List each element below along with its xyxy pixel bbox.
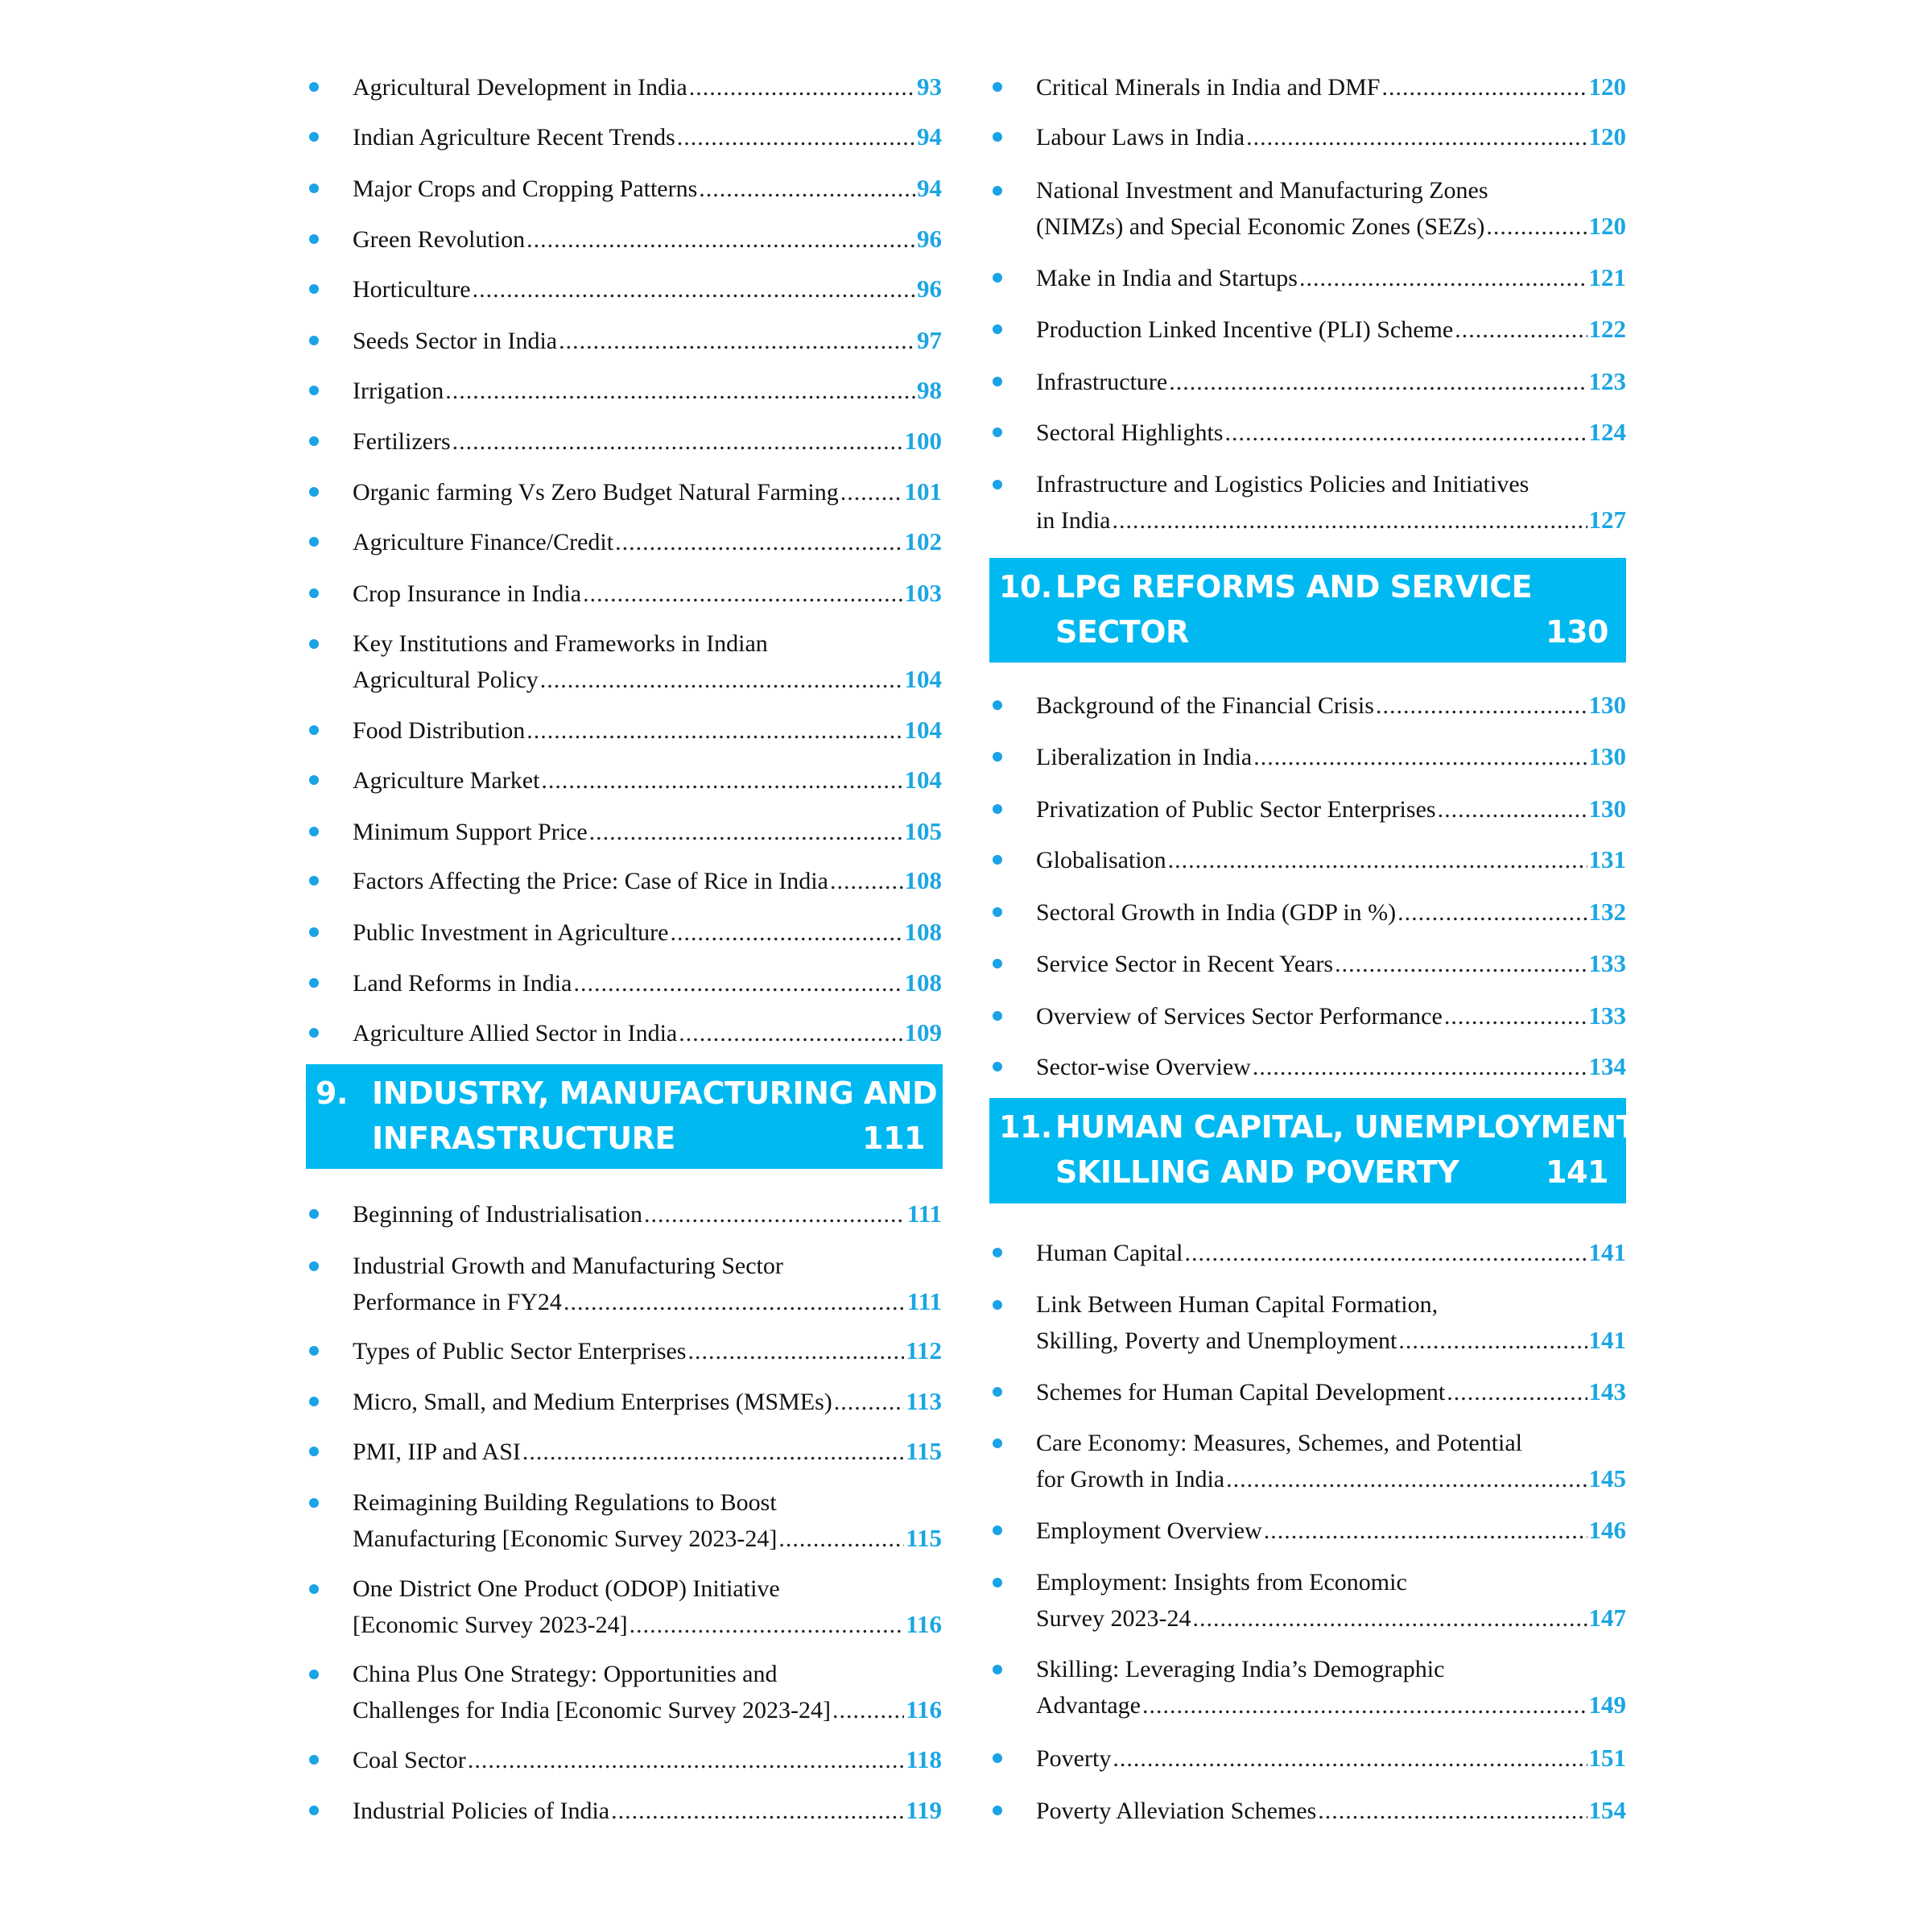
entry-page-number[interactable]: 104 — [904, 766, 942, 794]
dot-leader — [699, 171, 915, 207]
entry-page-number[interactable]: 108 — [904, 866, 942, 894]
toc-entry[interactable] — [989, 687, 1626, 723]
bullet-icon — [309, 1670, 319, 1679]
chapter-11-header[interactable] — [989, 1098, 1644, 1203]
entry-title: Privatization of Public Sector Enterprises — [1036, 796, 1436, 823]
entry-title-line2: for Growth in India — [1036, 1466, 1225, 1492]
bullet-icon — [993, 377, 1002, 386]
chapter-page-number: 130 — [1546, 614, 1608, 650]
toc-entry[interactable] — [989, 791, 1626, 827]
bullet-icon — [993, 752, 1002, 762]
toc-entry[interactable] — [306, 423, 942, 459]
entry-page-number[interactable]: 127 — [1588, 506, 1626, 534]
toc-entry[interactable] — [306, 524, 942, 559]
dot-leader — [1299, 261, 1587, 296]
bullet-icon — [309, 284, 319, 294]
entry-page-number[interactable]: 118 — [906, 1745, 942, 1773]
entry-page-number[interactable]: 145 — [1588, 1464, 1626, 1492]
entry-page-number[interactable]: 154 — [1588, 1796, 1626, 1824]
chapter-10-header[interactable] — [989, 558, 1626, 663]
bullet-icon — [993, 324, 1002, 334]
entry-page-number[interactable]: 103 — [904, 579, 942, 607]
dot-leader — [564, 1285, 906, 1320]
entry-page-number[interactable]: 96 — [917, 225, 942, 253]
entry-title: Green Revolution — [353, 226, 526, 253]
toc-entry[interactable] — [989, 467, 1626, 538]
entry-page-number[interactable]: 111 — [906, 1199, 942, 1228]
dot-leader — [1246, 120, 1587, 155]
entry-title: Major Crops and Cropping Patterns — [353, 175, 698, 202]
toc-entry[interactable] — [306, 762, 942, 798]
entry-page-number[interactable]: 111 — [906, 1287, 942, 1315]
dot-leader — [526, 713, 902, 749]
toc-entry[interactable] — [306, 271, 942, 307]
bullet-icon — [993, 1011, 1002, 1021]
toc-entry[interactable] — [306, 221, 942, 257]
entry-title: Make in India and Startups — [1036, 265, 1298, 291]
dot-leader — [778, 1521, 904, 1557]
entry-page-number[interactable]: 132 — [1588, 898, 1626, 926]
toc-entry[interactable] — [306, 474, 942, 510]
entry-page-number[interactable]: 104 — [904, 716, 942, 744]
entry-page-number[interactable]: 134 — [1588, 1052, 1626, 1080]
toc-entry[interactable] — [306, 373, 942, 408]
entry-page-number[interactable]: 100 — [904, 427, 942, 455]
bullet-icon — [993, 480, 1002, 489]
toc-entry[interactable] — [989, 312, 1626, 347]
entry-title: Infrastructure — [1036, 369, 1168, 395]
dot-leader — [589, 815, 903, 850]
entry-page-number[interactable]: 98 — [917, 376, 942, 404]
bullet-icon — [993, 1578, 1002, 1587]
toc-entry[interactable] — [989, 260, 1626, 295]
entry-title: Minimum Support Price — [353, 819, 588, 845]
entry-title: Overview of Services Sector Performance — [1036, 1003, 1443, 1030]
entry-title: Irrigation — [353, 378, 444, 404]
dot-leader — [445, 374, 915, 409]
entry-title: Schemes for Human Capital Development — [1036, 1379, 1446, 1406]
dot-leader — [1318, 1794, 1587, 1829]
bullet-icon — [309, 827, 319, 836]
entry-title: Employment Overview — [1036, 1517, 1262, 1544]
bullet-icon — [993, 1665, 1002, 1674]
entry-title: Factors Affecting the Price: Case of Rice in India — [353, 868, 828, 894]
entry-title: Food Distribution — [353, 717, 526, 744]
bullet-icon — [309, 639, 319, 649]
entry-title: Production Linked Incentive (PLI) Scheme — [1036, 316, 1454, 343]
dot-leader — [573, 966, 902, 1001]
bullet-icon — [309, 1584, 319, 1594]
bullet-icon — [309, 336, 319, 345]
dot-leader — [1253, 740, 1587, 775]
toc-entry[interactable] — [989, 69, 1626, 105]
entry-title: Service Sector in Recent Years — [1036, 951, 1334, 977]
entry-page-number[interactable]: 149 — [1588, 1690, 1626, 1719]
bullet-icon — [309, 82, 319, 92]
dot-leader — [522, 1435, 904, 1470]
entry-page-number[interactable]: 97 — [917, 326, 942, 354]
dot-leader — [526, 222, 915, 258]
bullet-icon — [993, 1300, 1002, 1310]
entry-title: Globalisation — [1036, 847, 1166, 873]
dot-leader — [840, 475, 903, 510]
entry-page-number[interactable]: 102 — [904, 527, 942, 555]
bullet-icon — [309, 234, 319, 244]
entry-page-number[interactable]: 122 — [1588, 315, 1626, 343]
entry-page-number[interactable]: 131 — [1588, 845, 1626, 873]
dot-leader — [615, 525, 902, 560]
entry-title-line1: National Investment and Manufacturing Zones — [1036, 177, 1488, 204]
toc-entry[interactable] — [989, 842, 1626, 877]
dot-leader — [670, 915, 902, 951]
toc-entry[interactable] — [989, 1565, 1626, 1636]
toc-entry[interactable] — [989, 119, 1626, 155]
entry-title: Types of Public Sector Enterprises — [353, 1338, 687, 1364]
chapter-title-line2: SKILLING AND POVERTY — [1055, 1154, 1459, 1190]
entry-page-number[interactable]: 130 — [1588, 795, 1626, 823]
entry-title: Indian Agriculture Recent Trends — [353, 124, 675, 151]
toc-entry[interactable] — [306, 69, 942, 105]
entry-page-number[interactable]: 109 — [904, 1018, 942, 1046]
entry-page-number[interactable]: 130 — [1588, 742, 1626, 770]
entry-title-line1: Infrastructure and Logistics Policies and Initiatives — [1036, 471, 1530, 497]
bullet-icon — [993, 700, 1002, 710]
entry-page-number[interactable]: 120 — [1588, 212, 1626, 240]
entry-title: Agricultural Development in India — [353, 74, 687, 101]
entry-title: Agriculture Market — [353, 767, 540, 794]
dot-leader — [689, 70, 915, 105]
dot-leader — [1398, 1323, 1587, 1359]
entry-page-number[interactable]: 133 — [1588, 1001, 1626, 1030]
toc-entry[interactable] — [306, 323, 942, 358]
entry-title-line2: Manufacturing [Economic Survey 2023-24] — [353, 1525, 778, 1552]
toc-entry[interactable] — [989, 1513, 1626, 1548]
entry-page-number[interactable]: 143 — [1588, 1377, 1626, 1406]
entry-page-number[interactable]: 120 — [1588, 122, 1626, 151]
toc-entry[interactable] — [306, 1793, 942, 1828]
toc-entry[interactable] — [989, 894, 1626, 930]
entry-title: Beginning of Industrialisation — [353, 1201, 642, 1228]
entry-page-number[interactable]: 108 — [904, 968, 942, 997]
dot-leader — [1142, 1688, 1587, 1724]
bullet-icon — [309, 1261, 319, 1271]
bullet-icon — [993, 1387, 1002, 1397]
bullet-icon — [309, 1209, 319, 1219]
chapter-page-number: 141 — [1546, 1154, 1608, 1190]
chapter-number: 10. — [999, 569, 1052, 605]
entry-title-line1: Link Between Human Capital Formation, — [1036, 1291, 1439, 1318]
entry-title: Human Capital — [1036, 1240, 1183, 1266]
dot-leader — [1113, 1741, 1587, 1777]
entry-title-line2: Survey 2023-24 — [1036, 1605, 1191, 1632]
dot-leader — [1226, 1462, 1587, 1497]
entry-title-line2: Agricultural Policy — [353, 667, 539, 693]
bullet-icon — [993, 427, 1002, 437]
bullet-icon — [993, 1439, 1002, 1448]
entry-title: Background of the Financial Crisis — [1036, 692, 1374, 719]
entry-title-line2: Challenges for India [Economic Survey 2023-24] — [353, 1697, 832, 1724]
entry-title: PMI, IIP and ASI — [353, 1439, 521, 1465]
entry-page-number[interactable]: 108 — [904, 918, 942, 946]
entry-title: Industrial Policies of India — [353, 1798, 610, 1824]
dot-leader — [611, 1794, 904, 1829]
entry-page-number[interactable]: 94 — [917, 122, 942, 151]
entry-title: Public Investment in Agriculture — [353, 919, 669, 946]
toc-entry[interactable] — [306, 712, 942, 748]
toc-entry[interactable] — [306, 1015, 942, 1051]
entry-page-number[interactable]: 113 — [906, 1387, 942, 1415]
toc-entry[interactable] — [306, 1571, 942, 1642]
dot-leader — [1486, 209, 1587, 245]
chapter-number: 9. — [316, 1075, 348, 1111]
toc-entry[interactable] — [306, 1333, 942, 1368]
dot-leader — [679, 1016, 902, 1051]
entry-title: Sectoral Growth in India (GDP in %) — [1036, 899, 1397, 926]
entry-page-number[interactable]: 133 — [1588, 949, 1626, 977]
bullet-icon — [309, 927, 319, 937]
toc-entry[interactable] — [989, 1740, 1626, 1776]
entry-title-line1: Reimagining Building Regulations to Boost — [353, 1489, 777, 1516]
toc-entry[interactable] — [306, 965, 942, 1001]
entry-title-line2: [Economic Survey 2023-24] — [353, 1612, 628, 1638]
entry-page-number[interactable]: 120 — [1588, 72, 1626, 101]
bullet-icon — [309, 184, 319, 193]
entry-page-number[interactable]: 151 — [1588, 1744, 1626, 1772]
entry-title-line2: Performance in FY24 — [353, 1289, 562, 1315]
entry-title-line2: (NIMZs) and Special Economic Zones (SEZs) — [1036, 213, 1485, 240]
entry-title: Micro, Small, and Medium Enterprises (MSMEs) — [353, 1389, 832, 1415]
bullet-icon — [993, 1525, 1002, 1535]
bullet-icon — [309, 1498, 319, 1508]
dot-leader — [832, 1693, 904, 1728]
bullet-icon — [309, 132, 319, 142]
entry-page-number[interactable]: 116 — [906, 1610, 942, 1638]
dot-leader — [1397, 895, 1587, 931]
dot-leader — [540, 663, 903, 698]
entry-title: Poverty — [1036, 1745, 1112, 1772]
entry-page-number[interactable]: 116 — [906, 1695, 942, 1724]
chapter-number: 11. — [999, 1109, 1052, 1145]
bullet-icon — [309, 978, 319, 988]
toc-entry[interactable] — [306, 171, 942, 206]
toc-entry[interactable] — [306, 119, 942, 155]
dot-leader — [468, 1743, 904, 1778]
entry-title: Agriculture Finance/Credit — [353, 529, 614, 555]
bullet-icon — [309, 1397, 319, 1406]
entry-page-number[interactable]: 124 — [1588, 418, 1626, 446]
dot-leader — [1168, 843, 1587, 878]
dot-leader — [1253, 1050, 1587, 1085]
bullet-icon — [993, 1062, 1002, 1071]
dot-leader — [830, 864, 903, 899]
bullet-icon — [993, 855, 1002, 865]
dot-leader — [1192, 1601, 1587, 1637]
entry-title-line1: China Plus One Strategy: Opportunities and — [353, 1661, 778, 1687]
entry-title: Sector-wise Overview — [1036, 1054, 1251, 1080]
dot-leader — [1376, 688, 1587, 724]
entry-title-line1: Key Institutions and Frameworks in Indian — [353, 630, 768, 657]
dot-leader — [1438, 792, 1587, 828]
entry-title-line1: Employment: Insights from Economic — [1036, 1569, 1407, 1596]
entry-page-number[interactable]: 119 — [906, 1796, 942, 1824]
bullet-icon — [309, 386, 319, 395]
entry-page-number[interactable]: 105 — [904, 817, 942, 845]
toc-entry[interactable] — [989, 1793, 1626, 1828]
bullet-icon — [309, 876, 319, 886]
entry-title: Liberalization in India — [1036, 744, 1253, 770]
bullet-icon — [993, 1248, 1002, 1257]
entry-page-number[interactable]: 130 — [1588, 691, 1626, 719]
toc-entry[interactable] — [306, 1485, 942, 1556]
chapter-title-line1: HUMAN CAPITAL, UNEMPLOYMENT, — [1055, 1109, 1644, 1145]
bullet-icon — [993, 82, 1002, 92]
toc-entry[interactable] — [989, 1287, 1626, 1358]
toc-entry[interactable] — [989, 364, 1626, 399]
toc-entry[interactable] — [989, 998, 1626, 1034]
toc-entry[interactable] — [989, 1652, 1626, 1723]
entry-title: Sectoral Highlights — [1036, 419, 1224, 446]
entry-page-number[interactable]: 112 — [906, 1336, 942, 1364]
entry-title: Crop Insurance in India — [353, 580, 582, 607]
entry-page-number[interactable]: 94 — [917, 174, 942, 202]
bullet-icon — [993, 273, 1002, 283]
entry-page-number[interactable]: 115 — [906, 1524, 942, 1552]
toc-entry[interactable] — [989, 173, 1626, 244]
dot-leader — [583, 576, 902, 612]
entry-title-line2: Advantage — [1036, 1692, 1141, 1719]
bullet-icon — [993, 132, 1002, 142]
entry-title: Land Reforms in India — [353, 970, 572, 997]
entry-page-number[interactable]: 141 — [1588, 1326, 1626, 1354]
bullet-icon — [309, 1447, 319, 1456]
dot-leader — [541, 763, 902, 799]
bullet-icon — [993, 1753, 1002, 1763]
chapter-title-line2: SECTOR — [1055, 614, 1189, 650]
entry-title-line1: Industrial Growth and Manufacturing Sector — [353, 1253, 783, 1279]
toc-entry[interactable] — [989, 739, 1626, 774]
toc-entry[interactable] — [989, 946, 1626, 981]
toc-entry[interactable] — [306, 1657, 942, 1728]
toc-entry[interactable] — [306, 1434, 942, 1469]
entry-title: Coal Sector — [353, 1747, 466, 1773]
entry-title: Critical Minerals in India and DMF — [1036, 74, 1381, 101]
dot-leader — [1264, 1513, 1587, 1549]
dot-leader — [677, 120, 915, 155]
bullet-icon — [309, 1806, 319, 1815]
toc-entry[interactable] — [306, 814, 942, 849]
bullet-icon — [309, 487, 319, 497]
bullet-icon — [993, 804, 1002, 814]
bullet-icon — [993, 959, 1002, 968]
toc-entry[interactable] — [306, 626, 942, 697]
entry-title-line1: Care Economy: Measures, Schemes, and Potential — [1036, 1430, 1523, 1456]
entry-page-number[interactable]: 147 — [1588, 1604, 1626, 1632]
chapter-9-header[interactable] — [306, 1064, 943, 1169]
entry-title-line1: One District One Product (ODOP) Initiative — [353, 1575, 780, 1602]
entry-page-number[interactable]: 101 — [904, 477, 942, 506]
entry-page-number[interactable]: 93 — [917, 72, 942, 101]
dot-leader — [1455, 312, 1587, 348]
entry-title: Fertilizers — [353, 428, 451, 455]
dot-leader — [644, 1197, 906, 1232]
entry-page-number[interactable]: 96 — [917, 275, 942, 303]
bullet-icon — [993, 1806, 1002, 1815]
dot-leader — [1447, 1375, 1587, 1410]
entry-page-number[interactable]: 123 — [1588, 367, 1626, 395]
bullet-icon — [993, 907, 1002, 917]
dot-leader — [687, 1334, 904, 1369]
dot-leader — [452, 424, 903, 460]
entry-page-number[interactable]: 115 — [906, 1437, 942, 1465]
bullet-icon — [309, 436, 319, 446]
toc-entry[interactable] — [306, 1196, 942, 1232]
bullet-icon — [993, 186, 1002, 196]
entry-page-number[interactable]: 121 — [1588, 263, 1626, 291]
dot-leader — [1184, 1236, 1587, 1271]
toc-entry[interactable] — [989, 1374, 1626, 1410]
toc-entry[interactable] — [306, 576, 942, 611]
entry-page-number[interactable]: 146 — [1588, 1516, 1626, 1544]
chapter-title-line1: LPG REFORMS AND SERVICE — [1055, 569, 1533, 605]
dot-leader — [1224, 415, 1587, 451]
dot-leader — [1444, 999, 1587, 1034]
bullet-icon — [309, 725, 319, 735]
dot-leader — [834, 1385, 904, 1420]
bullet-icon — [309, 588, 319, 598]
bullet-icon — [309, 1755, 319, 1765]
entry-title-line2: Skilling, Poverty and Unemployment — [1036, 1327, 1397, 1354]
toc-entry[interactable] — [989, 1426, 1626, 1496]
bullet-icon — [309, 775, 319, 785]
toc-entry[interactable] — [989, 1049, 1626, 1084]
toc-entry[interactable] — [306, 1384, 942, 1419]
entry-page-number[interactable]: 141 — [1588, 1238, 1626, 1266]
entry-title: Horticulture — [353, 276, 471, 303]
entry-title: Agriculture Allied Sector in India — [353, 1020, 678, 1046]
toc-entry[interactable] — [306, 863, 942, 898]
toc-entry[interactable] — [989, 415, 1626, 450]
entry-title: Organic farming Vs Zero Budget Natural Farming — [353, 479, 839, 506]
chapter-page-number: 111 — [862, 1121, 925, 1156]
entry-title-line1: Skilling: Leveraging India’s Demographic — [1036, 1656, 1445, 1682]
dot-leader — [473, 272, 915, 308]
bullet-icon — [309, 1028, 319, 1038]
bullet-icon — [309, 1346, 319, 1356]
dot-leader — [1112, 503, 1587, 539]
dot-leader — [559, 324, 915, 359]
entry-title-line2: in India — [1036, 507, 1111, 534]
toc-entry[interactable] — [306, 1742, 942, 1777]
bullet-icon — [309, 537, 319, 547]
entry-title: Labour Laws in India — [1036, 124, 1245, 151]
chapter-title-line2: INFRASTRUCTURE — [372, 1121, 675, 1156]
dot-leader — [1335, 947, 1587, 982]
chapter-title-line1: INDUSTRY, MANUFACTURING AND — [372, 1075, 938, 1111]
entry-title: Seeds Sector in India — [353, 328, 558, 354]
toc-entry[interactable] — [306, 914, 942, 950]
entry-title: Poverty Alleviation Schemes — [1036, 1798, 1317, 1824]
toc-entry[interactable] — [306, 1249, 942, 1319]
toc-entry[interactable] — [989, 1235, 1626, 1270]
entry-page-number[interactable]: 104 — [904, 665, 942, 693]
dot-leader — [1381, 70, 1587, 105]
dot-leader — [1169, 365, 1587, 400]
dot-leader — [630, 1608, 905, 1643]
